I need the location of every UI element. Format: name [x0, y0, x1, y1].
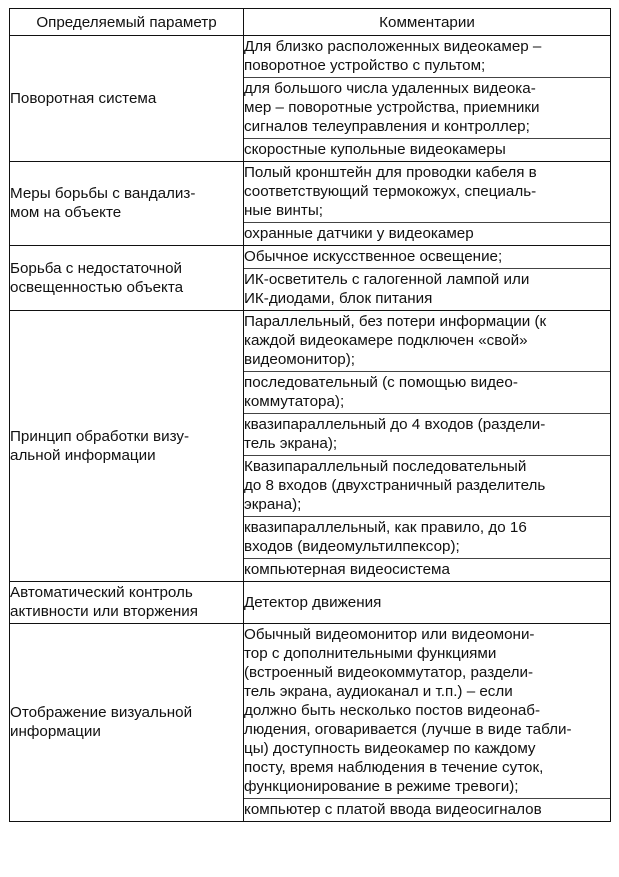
param-cell	[10, 311, 244, 582]
param-text: Поворотная система	[10, 89, 157, 107]
comment-item: квазипараллельный, как правило, до 16 входов (видеомультилпексор);	[244, 516, 610, 558]
comments-cell	[244, 311, 611, 582]
table-row	[10, 582, 611, 624]
comments-cell	[244, 624, 611, 822]
header-param: Определяемый параметр	[10, 9, 244, 36]
comment-item: Квазипараллельный последовательный до 8 входов (двухстраничный разделитель экрана);	[244, 455, 610, 516]
table-row	[10, 36, 611, 162]
param-text: Принцип обработки визу- альной информации	[10, 427, 190, 464]
param-cell	[10, 162, 244, 246]
comment-item: Обычный видеомонитор или видеомони- тор с дополнительными функциями (встроенный видеокоммутатор, раздели- тель экрана, аудиоканал и т.п.) – если должно быть несколько постов видеонаб- людения, оговаривается (лучше в виде табли- цы) доступность видеокамер по каждому посту, время наблюдения в течение суток, функционирование в режиме тревоги);	[244, 626, 572, 795]
comments-cell	[244, 582, 611, 624]
param-cell	[10, 246, 244, 311]
param-text: Меры борьбы с вандализ- мом на объекте	[10, 185, 196, 221]
comment-item: компьютерная видеосистема	[244, 558, 610, 581]
comments-cell	[244, 162, 611, 246]
comments-cell	[244, 246, 611, 311]
param-text: Автоматический контроль активности или вторжения	[10, 584, 199, 620]
param-text: Отображение визуальной информации	[10, 704, 193, 740]
comment-item: компьютер с платой ввода видеосигналов	[244, 798, 610, 821]
comment-item: последовательный (с помощью видео- коммутатора);	[244, 371, 610, 413]
comment-item: Обычное искусственное освещение;	[244, 248, 503, 265]
comment-item: Для близко расположенных видеокамер – поворотное устройство с пультом;	[244, 38, 542, 74]
comment-item: квазипараллельный до 4 входов (раздели- тель экрана);	[244, 413, 610, 455]
table-row	[10, 624, 611, 822]
param-text: Борьба с недостаточной освещенностью объекта	[10, 259, 184, 296]
comment-item: скоростные купольные видеокамеры	[244, 138, 610, 161]
comment-item: ИК-осветитель с галогенной лампой или ИК-диодами, блок питания	[244, 268, 610, 310]
table-row	[10, 311, 611, 582]
comments-cell	[244, 36, 611, 162]
comment-item: охранные датчики у видеокамер	[244, 222, 610, 245]
header-row	[10, 9, 611, 36]
comment-item: для большого числа удаленных видеока- мер – поворотные устройства, приемники сигналов телеуправления и контроллер;	[244, 77, 610, 138]
param-cell	[10, 624, 244, 822]
comment-item: Полый кронштейн для проводки кабеля в соответствующий термокожух, специаль- ные винты;	[244, 164, 537, 219]
table-row	[10, 246, 611, 311]
param-cell	[10, 36, 244, 162]
comment-item: Детектор движения	[244, 593, 382, 611]
comment-item: Параллельный, без потери информации (к каждой видеокамере подключен «свой» видеомонитор);	[244, 313, 547, 368]
parameters-table	[9, 8, 611, 822]
param-cell	[10, 582, 244, 624]
table-row	[10, 162, 611, 246]
header-comments: Комментарии	[244, 9, 611, 36]
